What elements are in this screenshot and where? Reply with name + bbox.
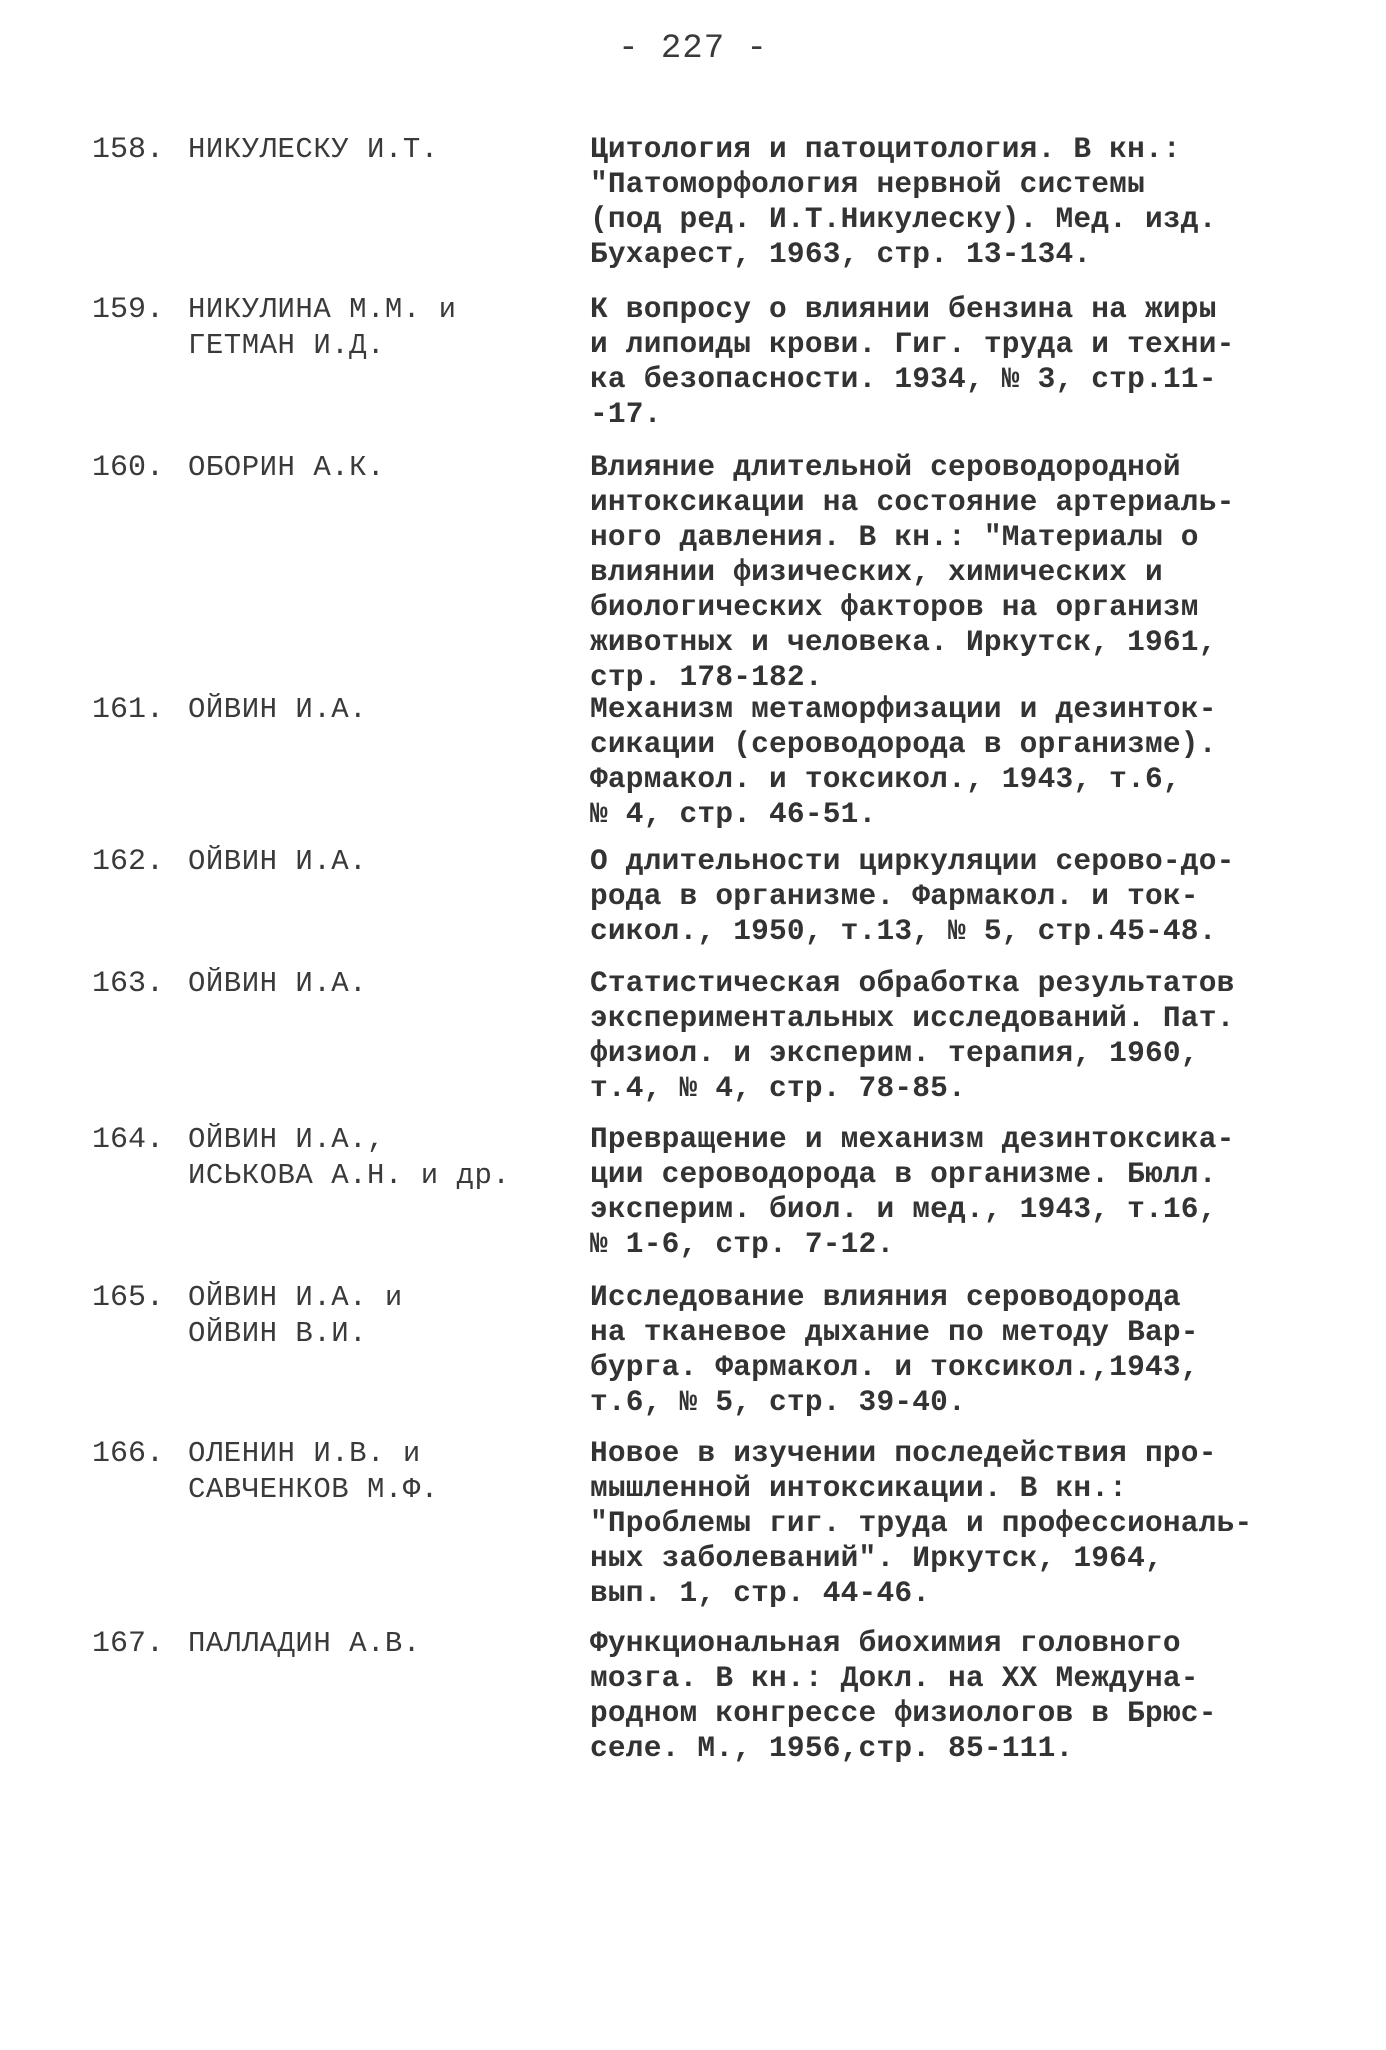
author-line: ОЙВИН И.А. bbox=[188, 845, 368, 878]
entry-author bbox=[188, 1280, 568, 1352]
entry-citation bbox=[590, 1280, 1290, 1420]
citation-line: Функциональная биохимия головного bbox=[590, 1626, 1181, 1660]
entry-number: 159. bbox=[92, 293, 165, 327]
author-line: САВЧЕНКОВ М.Ф. bbox=[188, 1473, 439, 1506]
citation-line: сикации (сероводорода в организме). bbox=[590, 727, 1217, 761]
entry-number: 167. bbox=[92, 1627, 165, 1661]
citation-line: т.6, № 5, стр. 39-40. bbox=[590, 1385, 966, 1419]
citation-line: и липоиды крови. Гиг. труда и техни- bbox=[590, 327, 1235, 361]
entry-author bbox=[188, 692, 568, 728]
author-line: ГЕТМАН И.Д. bbox=[188, 329, 385, 362]
citation-line: № 4, стр. 46-51. bbox=[590, 797, 877, 831]
author-line: ПАЛЛАДИН А.В. bbox=[188, 1627, 421, 1660]
citation-line: "Проблемы гиг. труда и профессиональ- bbox=[590, 1506, 1253, 1540]
citation-line: экспериментальных исследований. Пат. bbox=[590, 1001, 1235, 1035]
citation-line: животных и человека. Иркутск, 1961, bbox=[590, 625, 1217, 659]
entry-number: 164. bbox=[92, 1123, 165, 1157]
citation-line: на тканевое дыхание по методу Вар- bbox=[590, 1315, 1199, 1349]
author-line: НИКУЛЕСКУ И.Т. bbox=[188, 133, 439, 166]
citation-line: физиол. и эксперим. терапия, 1960, bbox=[590, 1036, 1199, 1070]
citation-line: биологических факторов на организм bbox=[590, 590, 1199, 624]
entry-citation bbox=[590, 1626, 1290, 1766]
citation-line: Цитология и патоцитология. В кн.: bbox=[590, 132, 1181, 166]
citation-line: мышленной интоксикации. В кн.: bbox=[590, 1471, 1128, 1505]
citation-line: -17. bbox=[590, 397, 662, 431]
citation-line: Превращение и механизм дезинтоксика- bbox=[590, 1122, 1235, 1156]
author-line: ОЙВИН И.А., bbox=[188, 1123, 385, 1156]
citation-line: Статистическая обработка результатов bbox=[590, 966, 1235, 1000]
entry-author bbox=[188, 1122, 568, 1194]
entry-author bbox=[188, 1626, 568, 1662]
author-line: ОЙВИН В.И. bbox=[188, 1317, 368, 1350]
entry-citation bbox=[590, 692, 1290, 832]
citation-line: мозга. В кн.: Докл. на XX Междуна- bbox=[590, 1661, 1199, 1695]
citation-line: Фармакол. и токсикол., 1943, т.6, bbox=[590, 762, 1181, 796]
entry-citation bbox=[590, 292, 1290, 432]
author-line: ОЙВИН И.А. и bbox=[188, 1281, 403, 1314]
citation-line: сикол., 1950, т.13, № 5, стр.45-48. bbox=[590, 914, 1217, 948]
entry-author bbox=[188, 844, 568, 880]
citation-line: т.4, № 4, стр. 78-85. bbox=[590, 1071, 966, 1105]
entry-number: 163. bbox=[92, 967, 165, 1001]
citation-line: рода в организме. Фармакол. и ток- bbox=[590, 879, 1199, 913]
entry-author bbox=[188, 450, 568, 486]
author-line: ОБОРИН А.К. bbox=[188, 451, 385, 484]
citation-line: Механизм метаморфизации и дезинток- bbox=[590, 692, 1217, 726]
citation-line: ции сероводорода в организме. Бюлл. bbox=[590, 1157, 1217, 1191]
entry-number: 160. bbox=[92, 451, 165, 485]
citation-line: ка безопасности. 1934, № 3, стр.11- bbox=[590, 362, 1217, 396]
entry-author bbox=[188, 1436, 568, 1508]
citation-line: ного давления. В кн.: "Материалы о bbox=[590, 520, 1199, 554]
author-line: ОЙВИН И.А. bbox=[188, 693, 368, 726]
entry-citation bbox=[590, 132, 1290, 272]
entry-number: 158. bbox=[92, 133, 165, 167]
citation-line: Исследование влияния сероводорода bbox=[590, 1280, 1181, 1314]
citation-line: № 1-6, стр. 7-12. bbox=[590, 1227, 895, 1261]
entry-author bbox=[188, 132, 568, 168]
citation-line: К вопросу о влиянии бензина на жиры bbox=[590, 292, 1217, 326]
citation-line: влиянии физических, химических и bbox=[590, 555, 1163, 589]
citation-line: ных заболеваний". Иркутск, 1964, bbox=[590, 1541, 1163, 1575]
author-line: ИСЬКОВА А.Н. и др. bbox=[188, 1159, 511, 1192]
citation-line: бурга. Фармакол. и токсикол.,1943, bbox=[590, 1350, 1199, 1384]
entry-number: 162. bbox=[92, 845, 165, 879]
entry-number: 166. bbox=[92, 1437, 165, 1471]
citation-line: "Патоморфология нервной системы bbox=[590, 167, 1145, 201]
entry-citation bbox=[590, 1436, 1290, 1611]
entry-author bbox=[188, 292, 568, 364]
author-line: ОЙВИН И.А. bbox=[188, 967, 368, 1000]
page-number: - 227 - bbox=[618, 30, 768, 68]
citation-line: эксперим. биол. и мед., 1943, т.16, bbox=[590, 1192, 1217, 1226]
entry-number: 165. bbox=[92, 1281, 165, 1315]
citation-line: вып. 1, стр. 44-46. bbox=[590, 1576, 931, 1610]
entry-citation bbox=[590, 844, 1290, 949]
entry-citation bbox=[590, 966, 1290, 1106]
citation-line: селе. М., 1956,стр. 85-111. bbox=[590, 1731, 1074, 1765]
author-line: ОЛЕНИН И.В. и bbox=[188, 1437, 421, 1470]
author-line: НИКУЛИНА М.М. и bbox=[188, 293, 457, 326]
citation-line: Новое в изучении последействия про- bbox=[590, 1436, 1217, 1470]
citation-line: стр. 178-182. bbox=[590, 660, 823, 694]
citation-line: Влияние длительной сероводородной bbox=[590, 450, 1181, 484]
citation-line: О длительности циркуляции серово-до- bbox=[590, 844, 1235, 878]
entry-citation bbox=[590, 450, 1290, 695]
citation-line: (под ред. И.Т.Никулеску). Мед. изд. bbox=[590, 202, 1217, 236]
citation-line: родном конгрессе физиологов в Брюс- bbox=[590, 1696, 1217, 1730]
citation-line: Бухарест, 1963, стр. 13-134. bbox=[590, 237, 1092, 271]
entry-number: 161. bbox=[92, 693, 165, 727]
entry-author bbox=[188, 966, 568, 1002]
citation-line: интоксикации на состояние артериаль- bbox=[590, 485, 1235, 519]
entry-citation bbox=[590, 1122, 1290, 1262]
